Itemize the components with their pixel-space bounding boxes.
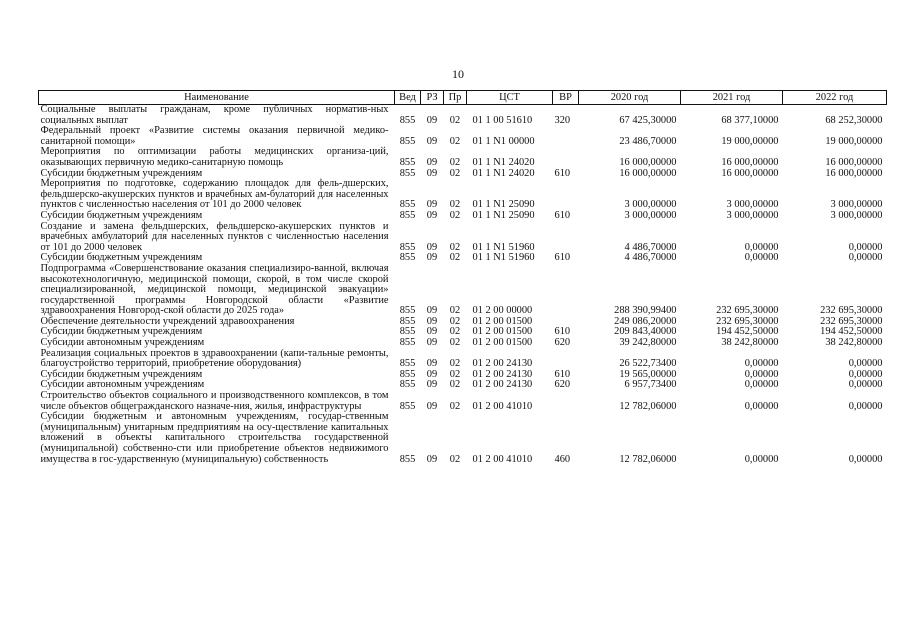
row-value-2021: 19 000,00000: [721, 135, 779, 147]
row-cst: 01 1 N1 51960: [472, 252, 535, 264]
row-value-2022: 0,00000: [848, 453, 883, 465]
row-rz: 09: [426, 379, 438, 391]
row-cst: 01 2 00 24130: [472, 379, 533, 391]
row-value-2021: 232 695,30000: [716, 315, 779, 327]
row-value-2020: 209 843,40000: [614, 326, 677, 338]
row-value-2022: 232 695,30000: [820, 305, 883, 317]
row-cst: 01 2 00 41010: [472, 400, 533, 412]
row-value-2021: 0,00000: [744, 400, 779, 412]
row-pr: 02: [449, 400, 461, 412]
row-value-2021: 0,00000: [744, 358, 779, 370]
row-pr: 02: [449, 379, 461, 391]
row-name: Мероприятия по оптимизации работы медицинских организа-ций, оказывающих первичную медико-санитарную помощь: [40, 146, 389, 168]
row-name: Субсидии бюджетным учреждениям: [40, 167, 203, 179]
row-rz: 09: [426, 453, 438, 465]
row-rz: 09: [426, 368, 438, 380]
row-ved: 855: [399, 209, 416, 221]
row-value-2020: 12 782,06000: [619, 400, 677, 412]
row-vr: 620: [554, 379, 571, 391]
row-value-2022: 68 252,30000: [825, 114, 883, 126]
row-rz: 09: [426, 167, 438, 179]
row-value-2022: 0,00000: [848, 400, 883, 412]
row-value-2020: 3 000,00000: [624, 209, 677, 221]
row-value-2022: 38 242,80000: [825, 337, 883, 349]
row-value-2021: 0,00000: [744, 252, 779, 264]
row-value-2022: 194 452,50000: [820, 326, 883, 338]
row-value-2021: 3 000,00000: [726, 199, 779, 211]
row-cst: 01 2 00 24130: [472, 358, 533, 370]
row-ved: 855: [399, 368, 416, 380]
row-pr: 02: [449, 156, 461, 168]
row-rz: 09: [426, 337, 438, 349]
row-vr: [553, 349, 579, 370]
row-ved: 855: [399, 167, 416, 179]
row-value-2022: 3 000,00000: [830, 209, 883, 221]
row-value-2020: 39 242,80000: [619, 337, 677, 349]
row-pr: 02: [449, 199, 461, 211]
budget-table: [38, 90, 887, 465]
row-ved: 855: [399, 135, 416, 147]
row-name: Создание и замена фельдшерских, фельдшерско-акушерских пунктов и врачебных амбулаторий для населенных пунктов с численностью населения от 101 до 2000 человек: [40, 220, 389, 253]
row-value-2021: 0,00000: [744, 453, 779, 465]
header-name: Наименование: [39, 91, 395, 105]
row-vr: [553, 222, 579, 254]
row-value-2022: 0,00000: [848, 368, 883, 380]
table-row: [39, 179, 887, 211]
row-vr: 610: [554, 368, 571, 380]
row-value-2020: 4 486,70000: [624, 241, 677, 253]
row-cst: 01 2 00 01500: [472, 315, 533, 327]
row-value-2021: 38 242,80000: [721, 337, 779, 349]
row-vr: 610: [554, 252, 571, 264]
row-pr: 02: [449, 368, 461, 380]
row-value-2020: 288 390,99400: [614, 305, 677, 317]
row-pr: 02: [449, 453, 461, 465]
header-2020: 2020 год: [579, 91, 681, 105]
row-value-2020: 6 957,73400: [624, 379, 677, 391]
row-value-2022: 3 000,00000: [830, 199, 883, 211]
row-ved: 855: [399, 326, 416, 338]
row-value-2022: 19 000,00000: [825, 135, 883, 147]
row-name: Обеспечение деятельности учреждений здравоохранения: [40, 315, 295, 327]
row-rz: 09: [426, 400, 438, 412]
table-body: [39, 105, 887, 466]
row-cst: 01 1 N1 00000: [472, 135, 535, 147]
row-cst: 01 2 00 01500: [472, 326, 533, 338]
row-pr: 02: [449, 114, 461, 126]
row-name: Реализация социальных проектов в здравоохранении (капи-тальные ремонты, благоустройство территорий, приобретение оборудования): [40, 347, 389, 370]
row-vr: 460: [554, 453, 571, 465]
row-value-2020: 12 782,06000: [619, 453, 677, 465]
page-number: 10: [452, 67, 464, 81]
row-value-2022: 0,00000: [848, 252, 883, 264]
row-value-2020: 23 486,70000: [619, 135, 677, 147]
row-rz: 09: [426, 315, 438, 327]
row-cst: 01 2 00 00000: [472, 305, 533, 317]
row-pr: 02: [449, 167, 461, 179]
row-ved: 855: [399, 199, 416, 211]
row-ved: 855: [399, 337, 416, 349]
header-vr: ВР: [553, 91, 579, 105]
row-cst: 01 1 N1 24020: [472, 156, 535, 168]
row-value-2021: 0,00000: [744, 379, 779, 391]
row-rz: 09: [426, 199, 438, 211]
table-row: [39, 264, 887, 317]
table-row: [39, 105, 887, 127]
row-vr: 610: [554, 209, 571, 221]
row-value-2021: 16 000,00000: [721, 167, 779, 179]
row-name: Субсидии автономным учреждениям: [40, 379, 205, 391]
table-row: [39, 391, 887, 412]
row-pr: 02: [449, 326, 461, 338]
table-row: [39, 211, 887, 222]
row-vr: 610: [554, 167, 571, 179]
row-value-2022: 0,00000: [848, 379, 883, 391]
row-vr: 610: [554, 326, 571, 338]
row-value-2021: 194 452,50000: [716, 326, 779, 338]
row-pr: 02: [449, 209, 461, 221]
row-ved: 855: [399, 114, 416, 126]
row-value-2021: 0,00000: [744, 241, 779, 253]
row-name: Субсидии бюджетным учреждениям: [40, 326, 203, 338]
row-value-2022: 16 000,00000: [825, 167, 883, 179]
row-vr: [553, 147, 579, 168]
row-name: Субсидии бюджетным учреждениям: [40, 368, 203, 380]
table-row: [39, 147, 887, 168]
row-value-2020: 4 486,70000: [624, 252, 677, 264]
row-name: Социальные выплаты гражданам, кроме публичных норматив-ных социальных выплат: [40, 104, 389, 126]
row-cst: 01 2 00 41010: [472, 453, 533, 465]
row-rz: 09: [426, 358, 438, 370]
row-rz: 09: [426, 326, 438, 338]
row-rz: 09: [426, 252, 438, 264]
row-name: Подпрограмма «Совершенствование оказания специализиро-ванной, включая высокотехнологичную, медицинской помощи, скорой, в том числе скорой специализированной, медицинской помощи, медицинской эвакуации» государственной программы Новгородской области «Развитие здравоохранения Новгород-ской области до 2025 года»: [40, 262, 389, 317]
row-value-2021: 3 000,00000: [726, 209, 779, 221]
row-cst: 01 1 N1 51960: [472, 241, 535, 253]
row-value-2021: 16 000,00000: [721, 156, 779, 168]
row-rz: 09: [426, 156, 438, 168]
row-vr: [553, 264, 579, 317]
row-pr: 02: [449, 135, 461, 147]
row-ved: 855: [399, 358, 416, 370]
header-ved: Вед: [395, 91, 421, 105]
header-cst: ЦСТ: [467, 91, 553, 105]
row-ved: 855: [399, 453, 416, 465]
row-ved: 855: [399, 305, 416, 317]
row-pr: 02: [449, 305, 461, 317]
row-name: Субсидии бюджетным учреждениям: [40, 252, 203, 264]
row-name: Субсидии бюджетным учреждениям: [40, 209, 203, 221]
row-value-2020: 249 086,20000: [614, 315, 677, 327]
row-vr: [553, 391, 579, 412]
row-ved: 855: [399, 156, 416, 168]
table-row: [39, 126, 887, 147]
row-value-2020: 16 000,00000: [619, 156, 677, 168]
row-ved: 855: [399, 252, 416, 264]
row-cst: 01 1 N1 25090: [472, 199, 535, 211]
row-rz: 09: [426, 135, 438, 147]
row-name: Строительство объектов социального и производственного комплексов, в том числе объектов общегражданского назначе-ния, жилья, инфраструктуры: [40, 390, 389, 412]
row-pr: 02: [449, 337, 461, 349]
row-value-2020: 67 425,30000: [619, 114, 677, 126]
row-rz: 09: [426, 305, 438, 317]
table-row: [39, 222, 887, 254]
header-pr: Пр: [444, 91, 467, 105]
row-value-2022: 16 000,00000: [825, 156, 883, 168]
row-pr: 02: [449, 315, 461, 327]
row-vr: [553, 126, 579, 147]
row-vr: 620: [554, 337, 571, 349]
row-ved: 855: [399, 241, 416, 253]
row-rz: 09: [426, 209, 438, 221]
row-ved: 855: [399, 400, 416, 412]
header-2021: 2021 год: [681, 91, 783, 105]
header-rz: РЗ: [421, 91, 444, 105]
row-value-2021: 68 377,10000: [721, 114, 779, 126]
row-value-2021: 232 695,30000: [716, 305, 779, 317]
row-ved: 855: [399, 379, 416, 391]
row-value-2022: 232 695,30000: [820, 315, 883, 327]
table-row: [39, 412, 887, 465]
row-value-2020: 26 522,73400: [619, 358, 677, 370]
row-value-2020: 3 000,00000: [624, 199, 677, 211]
table-header: [39, 91, 887, 105]
row-name: Субсидии автономным учреждениям: [40, 337, 205, 349]
row-cst: 01 1 00 51610: [472, 114, 533, 126]
row-value-2022: 0,00000: [848, 241, 883, 253]
row-vr: [553, 179, 579, 211]
row-cst: 01 2 00 24130: [472, 368, 533, 380]
row-rz: 09: [426, 241, 438, 253]
row-cst: 01 2 00 01500: [472, 337, 533, 349]
row-name: Субсидии бюджетным и автономным учреждениям, государ-ственным (муниципальным) унитарным предприятиям на осу-ществление капитальных вложений в объекты капитального строительства государственной (муниципальной) собственно-сти или приобретение объектов недвижимого имущества в гос-ударственную (муниципальную) собственность: [40, 411, 389, 465]
row-pr: 02: [449, 241, 461, 253]
row-vr: 320: [554, 114, 571, 126]
row-ved: 855: [399, 315, 416, 327]
row-pr: 02: [449, 252, 461, 264]
row-cst: 01 1 N1 24020: [472, 167, 535, 179]
header-2022: 2022 год: [783, 91, 887, 105]
row-name: Федеральный проект «Развитие системы оказания первичной медико-санитарной помощи»: [40, 125, 389, 147]
row-cst: 01 1 N1 25090: [472, 209, 535, 221]
table-row: [39, 349, 887, 370]
row-name: Мероприятия по подготовке, содержанию площадок для фель-дшерских, фельдшерско-акушерских пунктов и врачебных ам-булаторий для населенных пунктов с численностью населения от 101 до 2000 человек: [40, 178, 389, 211]
row-pr: 02: [449, 358, 461, 370]
row-value-2021: 0,00000: [744, 368, 779, 380]
row-value-2020: 19 565,00000: [619, 368, 677, 380]
row-rz: 09: [426, 114, 438, 126]
row-value-2022: 0,00000: [848, 358, 883, 370]
row-value-2020: 16 000,00000: [619, 167, 677, 179]
